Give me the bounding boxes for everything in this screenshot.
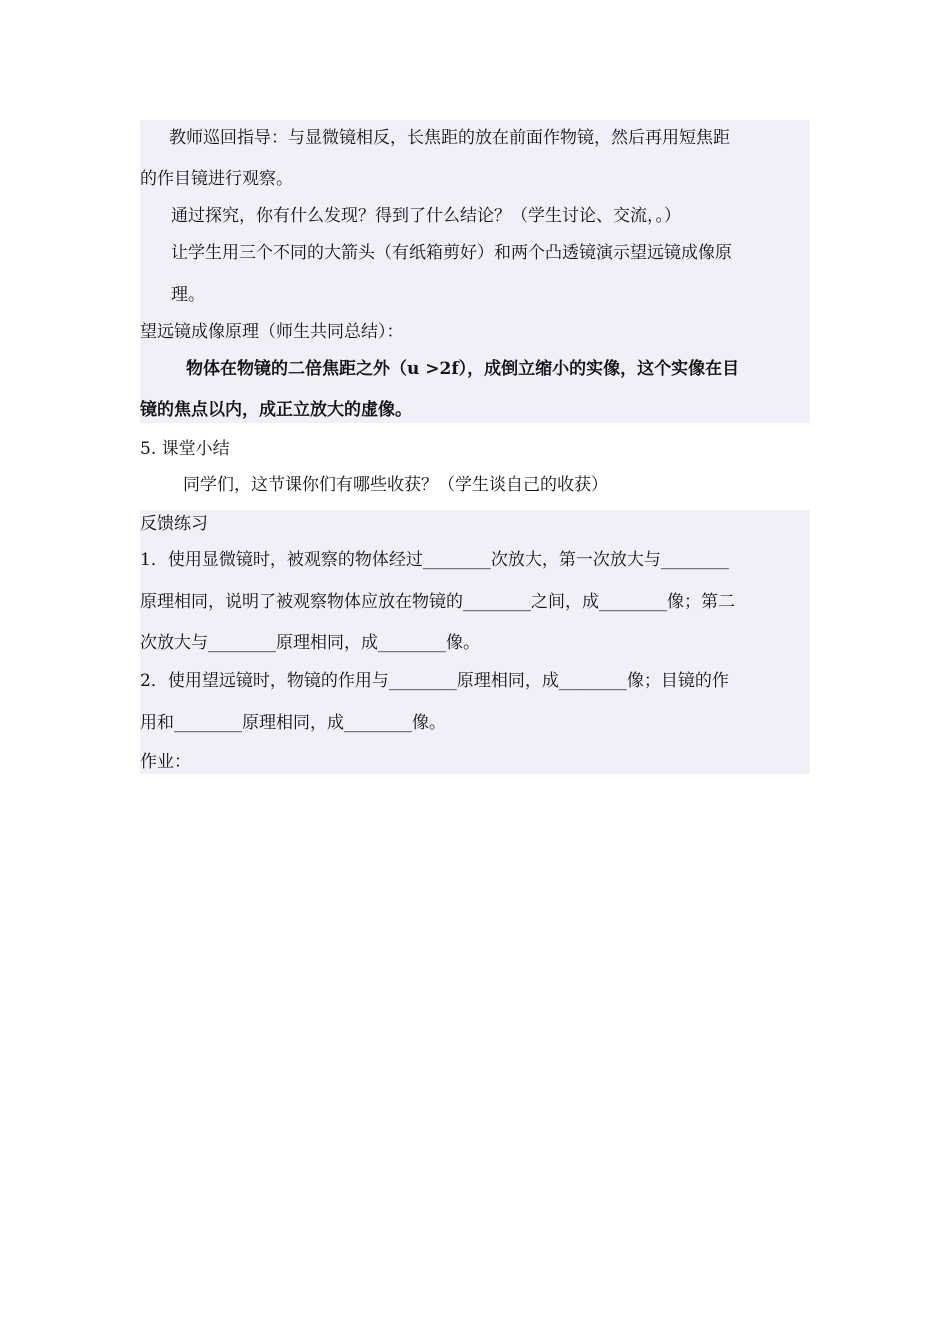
exercise-1-line-3: 次放大与________原理相同，成________像。 bbox=[140, 633, 480, 653]
section-heading-principle: 望远镜成像原理（师生共同总结）： bbox=[140, 322, 404, 342]
section-heading-practice: 反馈练习 bbox=[140, 514, 208, 534]
doc-line-2: 的作目镜进行观察。 bbox=[140, 169, 293, 189]
doc-line-bold-1: 物体在物镜的二倍焦距之外（u >2f），成倒立缩小的实像，这个实像在目 bbox=[186, 359, 740, 379]
exercise-2-line-2: 用和________原理相同，成________像。 bbox=[140, 713, 446, 733]
doc-line-3: 通过探究，你有什么发现？得到了什么结论？（学生讨论、交流，。） bbox=[171, 206, 681, 226]
doc-line-1: 教师巡回指导：与显微镜相反，长焦距的放在前面作物镜，然后再用短焦距 bbox=[169, 128, 730, 148]
doc-line-4: 让学生用三个不同的大箭头（有纸箱剪好）和两个凸透镜演示望远镜成像原 bbox=[171, 243, 732, 263]
section-heading-summary: 5. 课堂小结 bbox=[140, 439, 230, 459]
doc-line-5: 理。 bbox=[171, 285, 205, 305]
section-heading-homework: 作业： bbox=[140, 752, 191, 772]
exercise-1-line-2: 原理相同，说明了被观察物体应放在物镜的________之间，成________像；第二 bbox=[140, 592, 735, 612]
doc-line-bold-2: 镜的焦点以内，成正立放大的虚像。 bbox=[140, 400, 412, 420]
doc-line-summary: 同学们，这节课你们有哪些收获？（学生谈自己的收获） bbox=[183, 475, 608, 495]
exercise-2-line-1: 2．使用望远镜时，物镜的作用与________原理相同，成________像；目镜的作 bbox=[140, 671, 729, 691]
exercise-1-line-1: 1．使用显微镜时，被观察的物体经过________次放大，第一次放大与________ bbox=[140, 550, 729, 570]
